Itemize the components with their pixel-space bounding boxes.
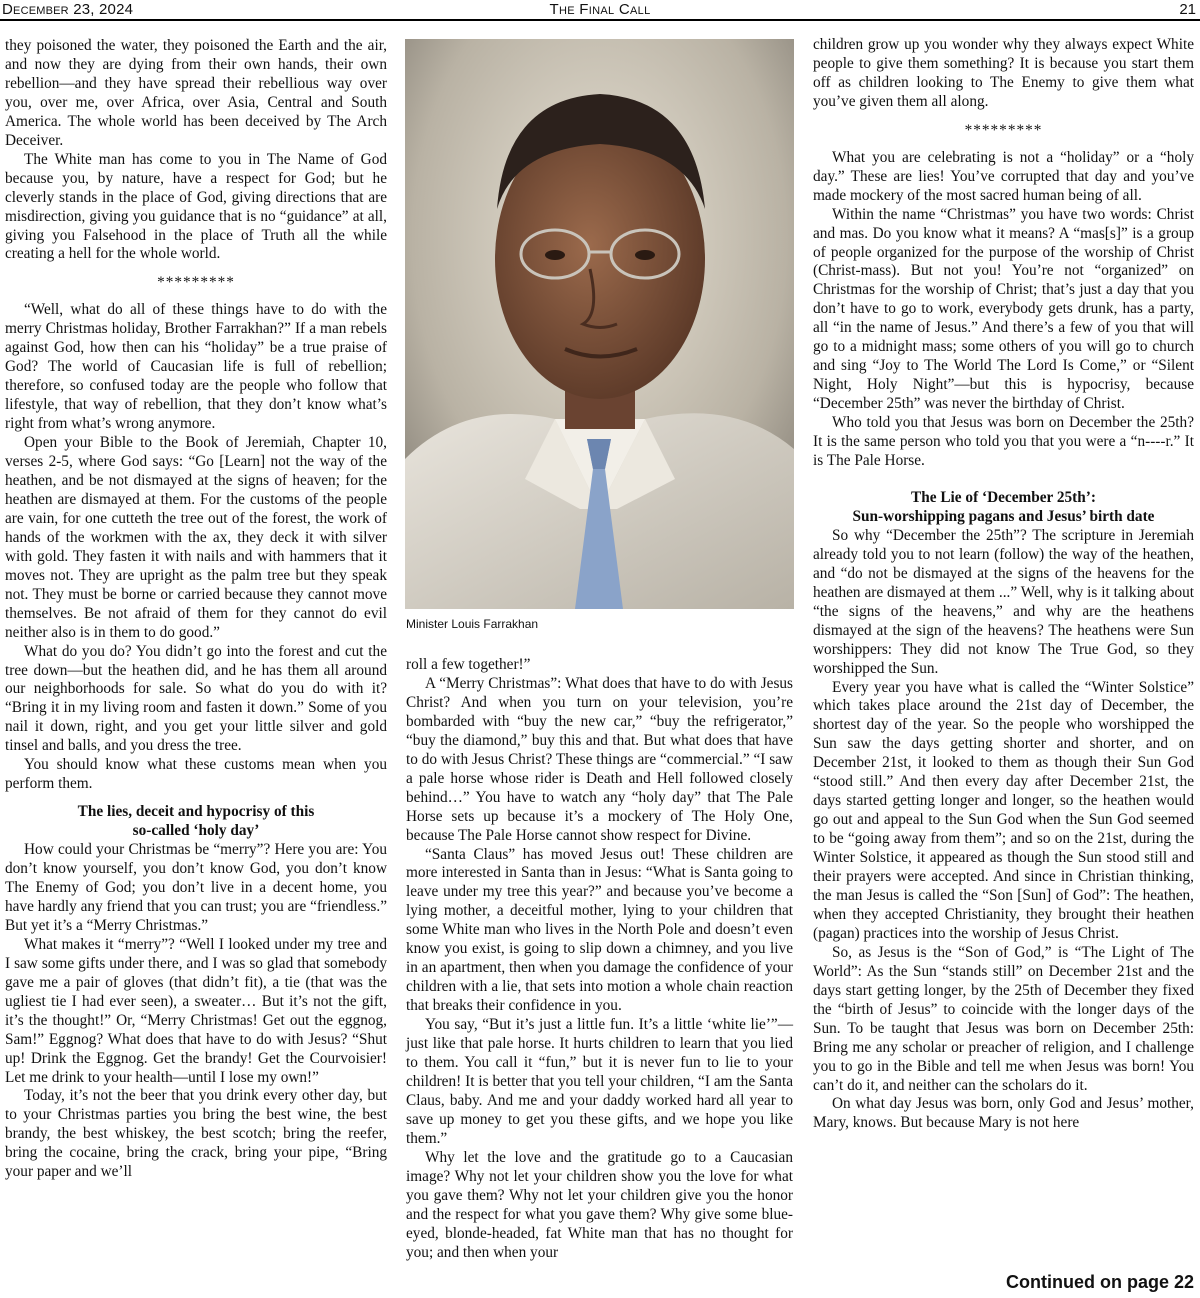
portrait-illustration <box>405 39 794 609</box>
section-divider: ********* <box>157 274 235 292</box>
section-heading-line1: The lies, deceit and hypocrisy of this <box>77 803 315 821</box>
article-column-3 <box>813 36 1194 1133</box>
paragraph: On what day Jesus was born, only God and Jesus’ mother, Mary, knows. But because Mary is not here <box>813 1095 1194 1132</box>
paragraph: A “Merry Christmas”: What does that have to do with Jesus Christ? And when you turn on your television, you’re bombarded with “buy the new car,” “buy the refrigerator,” “buy the diamond,” buy this and that. But what does that have to do with Jesus Christ? These things are “commercial.” “I saw a pale horse whose rider is Death and Hell followed closely behind…” You have to watch any “holy day” that The Pale Horse sets up because it’s a mockery of The Holy One, because The Pale Horse cannot show respect for Divine. <box>406 674 793 844</box>
paragraph: “Santa Claus” has moved Jesus out! These children are more interested in Santa than in Jesus: “What is Santa going to leave under my tree this year?” and because you’ve become a lying mother, a deceitful mother, lying to your children that some White man who lives in the North Pole and doesn’t even know you exist, is going to slip down a chimney, and you live in an apartment, then when you damage the confidence of your children with a lie, that sets into motion a whole chain reaction that breaks their confidence in you. <box>406 845 793 1015</box>
paragraph: So why “December the 25th”? The scripture in Jeremiah already told you to not learn (follow) the way of the heathen, and “do not be dismayed at the signs of the heavens for the heathen are dismayed at them ...” Well, why is it talking about “the signs of the heavens,” and why are the heathens dismayed at the sign of the heavens? The heathens were Sun worshippers: They did not know The True God, so they worshipped the Sun. <box>813 526 1194 677</box>
article-column-2 <box>406 656 793 1263</box>
continued-link[interactable]: Continued on page 22 <box>1005 1272 1194 1292</box>
paragraph: What makes it “merry”? “Well I looked under my tree and I saw some gifts under there, and I was so glad that somebody gave me a pair of gloves (that didn’t fit), a tie (that was the ugliest tie I had ever seen), a sweater… But it’s not the gift, it’s the thought!” Or, “Merry Christmas! Get out the eggnog, Sam!” Eggnog? What does that have to do with Jesus? “Shut up! Drink the Eggnog. Get the brandy! Get the Courvoisier! Let me drink to your health—until I lose my own!” <box>5 935 387 1086</box>
paragraph: The White man has come to you in The Name of God because you, by nature, have a respect for God; but he cleverly stands in the place of God, giving directions that are misdirection, giving you guidance that is no “guidance” at all, giving you Falsehood in the place of Truth all the while creating a hell for the whole world. <box>5 150 387 263</box>
paragraph: So, as Jesus is the “Son of God,” is “The Light of The World”: As the Sun “stands still” on December 21st and the days start getting longer, by the 25th of December they fixed the “birth of Jesus” to coincide with the longer days of the Sun. To be taught that Jesus was born on December 25th: Bring me any scholar or preacher of religion, and I challenge you to go in the Bible and tell me when Jesus was born! You can’t do it, and neither can the scholars do it. <box>813 943 1194 1094</box>
paragraph: they poisoned the water, they poisoned the Earth and the air, and now they are dying from their own hands, their own rebellion—and they have spread their rebellious way over you, over me, over Africa, over Asia, Central and South America. The whole world has been deceived by The Arch Deceiver. <box>5 37 387 149</box>
paragraph: Today, it’s not the beer that you drink every other day, but to your Christmas parties you bring the best wine, the best brandy, the best whiskey, the best scotch; bring the reefer, bring the cocaine, bring the crack, bring your pipe, “Bring your paper and we’ll <box>5 1087 387 1181</box>
page-header <box>0 0 1200 21</box>
paragraph: Every year you have what is called the “Winter Solstice” which takes place around the 21st day of December, the shortest day of the year. So the people who worshipped the Sun saw the days getting shorter and shorter, and on December 21st, it looked to them as though their Sun God “stood still.” And then every day after December 21st, the days started getting longer and longer, so the heathen would go out and appeal to the Sun God when the Sun God seemed to be “going away from them”; and so on the 21st, during the Winter Solstice, it appeared as though the Sun stood still and their prayers were accepted. And since in Christian thinking, the man Jesus is called the “Son [Sun] of God”: The heathen, when they accepted Christianity, they brought their heathen (pagan) practices into the worship of Jesus Christ. <box>813 678 1194 942</box>
paragraph: children grow up you wonder why they always expect White people to give them something? It is because you start them off as children looking to The Enemy to give them what you’ve given them all along. <box>813 36 1194 110</box>
paragraph: What do you do? You didn’t go into the forest and cut the tree down—but the heathen did, and he has them all around our neighborhoods for sale. So what do you do with it? “Bring it in my living room and fasten it down.” Some of you nail it down, right, and you get your little silver and gold tinsel and balls, and you dress the tree. <box>5 642 387 755</box>
paragraph: roll a few together!” <box>406 656 531 673</box>
paragraph: Open your Bible to the Book of Jeremiah, Chapter 10, verses 2-5, where God says: “Go [Learn] not the way of the heathen, and be not dismayed at the signs of heaven; for the heathen are dismayed at them. For the customs of the people are vain, for one cutteth the tree out of the forest, the work of hands of the workmen with the ax, they deck it with silver with gold. They fasten it with nails and with hammers that it moves not. They are upright as the palm tree but they speak not. They must be borne or carried because they cannot move themselves. Be not afraid of them for they cannot do evil neither also is in them to do good.” <box>5 434 387 641</box>
section-heading-line2: Sun-worshipping pagans and Jesus’ birth date <box>852 507 1155 525</box>
section-heading <box>813 489 1194 527</box>
paragraph: Who told you that Jesus was born on December the 25th? It is the same person who told you that you were a “n----r.” It is The Pale Horse. <box>813 414 1194 470</box>
paragraph: Why let the love and the gratitude go to a Caucasian image? Why not let your children show you the love for what you gave them? Why not let your children give you the honor and the respect for what you gave them? Why give some blue-eyed, blonde-headed, fat White man that has no thought for you; and then when your <box>406 1148 793 1261</box>
paragraph: What you are celebrating is not a “holiday” or a “holy day.” These are lies! You’ve corrupted that day and you’ve made mockery of the most sacred human being of all. <box>813 148 1194 204</box>
portrait-photo <box>405 39 794 609</box>
section-heading <box>5 803 387 841</box>
article-column-1 <box>5 37 387 1182</box>
issue-date: December 23, 2024 <box>2 1 134 18</box>
publication-name: The Final Call <box>549 1 651 18</box>
section-heading-line2: so-called ‘holy day’ <box>132 822 260 840</box>
page-number: 21 <box>1179 1 1196 18</box>
section-heading-line1: The Lie of ‘December 25th’: <box>911 488 1096 506</box>
photo-caption: Minister Louis Farrakhan <box>406 617 539 631</box>
paragraph: Within the name “Christmas” you have two words: Christ and mas. Do you know what it means? A “mas[s]” is a group of people organized for the purpose of the worship of Christ (Christ-mass). But not you! You’re not “organized” on Christmas for the worship of Christ; that’s just a day that you don’t have to go to work, everybody gets drunk, has a party, all “in the name of Jesus.” And there’s a few of you that will go to a midnight mass; some others of you will go to church and sing “Joy to The World The Lord Is Come,” or “Silent Night, Holy Night”—but this is hypocrisy, because “December 25th” was never the birthday of Christ. <box>813 205 1194 413</box>
section-divider: ********* <box>964 121 1043 139</box>
paragraph: “Well, what do all of these things have to do with the merry Christmas holiday, Brother Farrakhan?” If a man rebels against God, how then can his “holiday” be a true praise of God? The world of Caucasian life is full of rebellion; therefore, so confused today are the people who follow that lifestyle, that way of rebellion, that they don’t know what’s right from what’s wrong anymore. <box>5 301 387 433</box>
paragraph: How could your Christmas be “merry”? Here you are: You don’t know yourself, you don’t know God, you don’t know The Enemy of God; you don’t live in a decent home, you have hardly any friend that you can trust; you are “friendless.” But yet it’s a “Merry Christmas.” <box>5 841 387 934</box>
paragraph: You say, “But it’s just a little fun. It’s a little ‘white lie’”—just like that pale horse. It hurts children to learn that you lied to them. You call it “fun,” but it is never fun to lie to your children! It is better that you tell your children, “I am the Santa Claus, baby. And me and your daddy worked hard all year to save up money to get you these gifts, and we hope you like them.” <box>406 1016 793 1147</box>
paragraph: You should know what these customs mean when you perform them. <box>5 756 387 793</box>
